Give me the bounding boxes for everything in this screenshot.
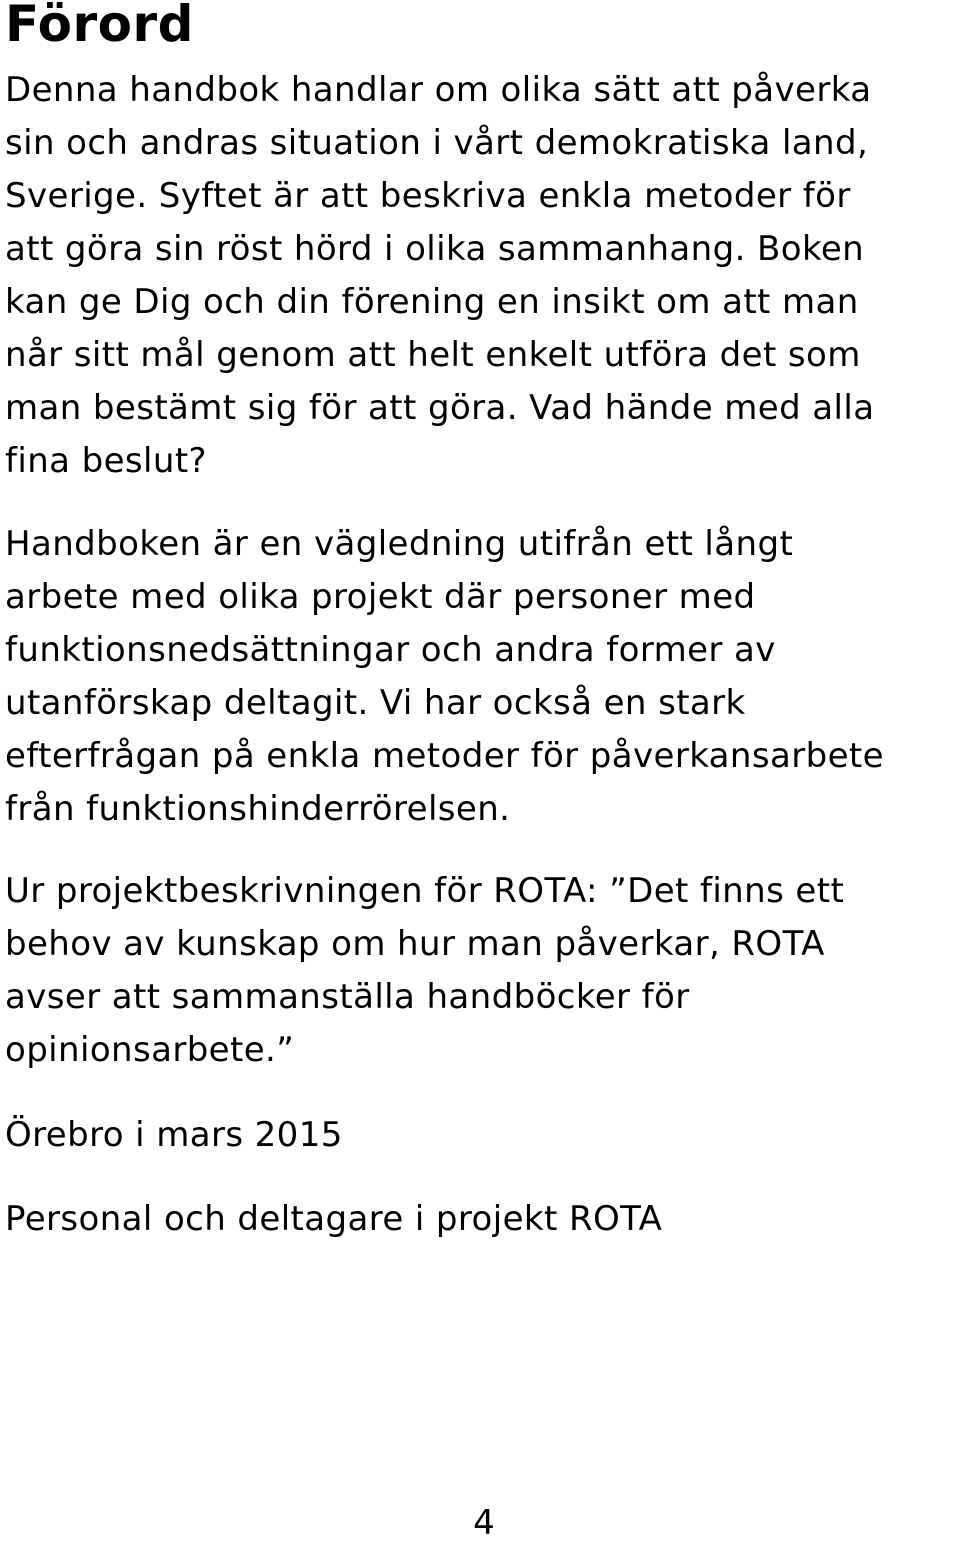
place-date: Örebro i mars 2015 [5,1115,343,1155]
page-number: 4 [473,1503,495,1543]
paragraph-quote: Ur projektbeskrivningen för ROTA: ”Det finns ett behov av kunskap om hur man påverkar, ROTA avser att sammanställa handböcker för opinionsarbete.” [5,871,845,1070]
signature-line: Personal och deltagare i projekt ROTA [5,1199,663,1239]
page-title: Förord [5,0,194,53]
paragraph-intro: Denna handbok handlar om olika sätt att påverka sin och andras situation i vårt demokratiska land, Sverige. Syftet är att beskriva enkla metoder för att göra sin röst hörd i olika sammanhang. Boken kan ge Dig och din förening en insikt om att man når sitt mål genom att helt enkelt utföra det som man bestämt sig för att göra. Vad hände med alla fina beslut? [5,70,875,481]
paragraph-guide: Handboken är en vägledning utifrån ett långt arbete med olika projekt där personer med funktionsnedsättningar och andra former av utanförskap deltagit. Vi har också en stark efterfrågan på enkla metoder för påverkansarbete från funktionshinderrörelsen. [5,524,884,829]
